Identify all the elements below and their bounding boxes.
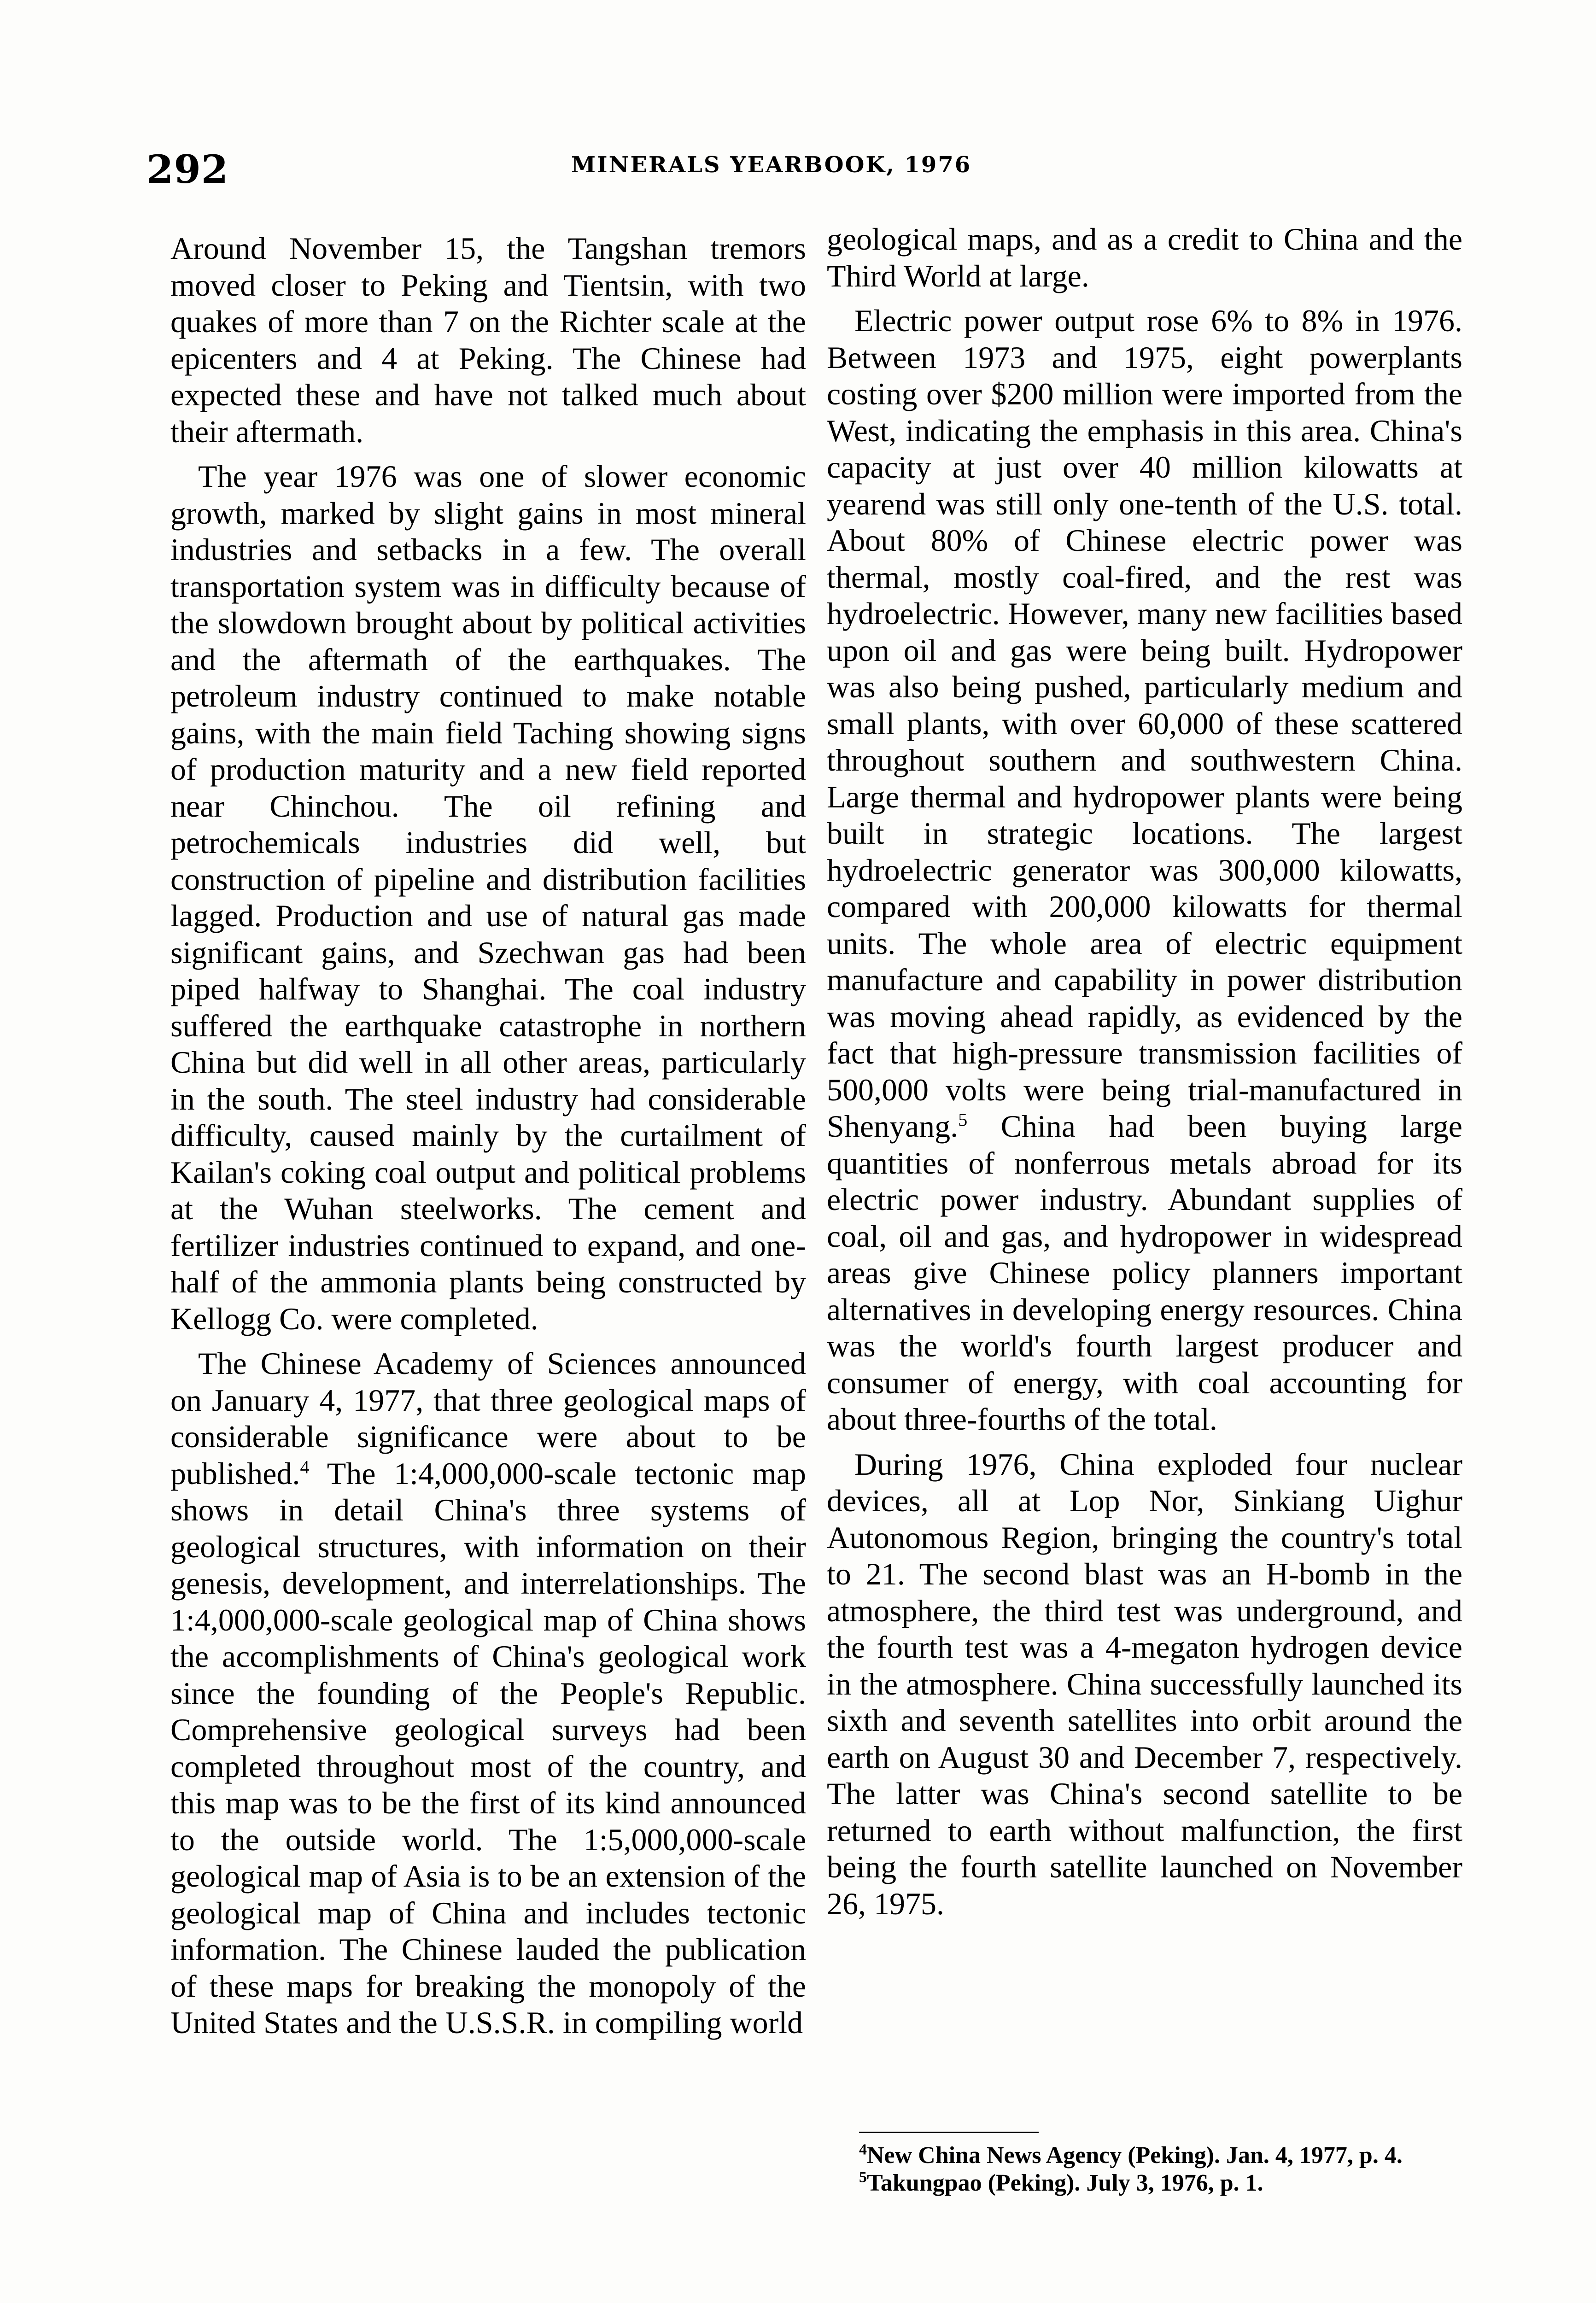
footnotes <box>859 2142 1462 2197</box>
right-paragraph-3: During 1976, China exploded four nuclear devices, all at Lop Nor, Sinkiang Uighur Autonomous Region, bringing the country's total to 21. The second blast was an H-bomb in the atmosphere, the third test was underground, and the fourth test was a 4-megaton hydrogen device in the atmosphere. China successfully launched its sixth and seventh satellites into orbit around the earth on August 30 and December 7, respectively. The latter was China's second satellite to be returned to earth without malfunction, the first being the fourth satellite launched on November 26, 1975. <box>827 1446 1462 1921</box>
footnote-4-text: New China News Agency (Peking). Jan. 4, 1977, p. 4. <box>867 2142 1403 2169</box>
left-paragraph-1: Around November 15, the Tangshan tremors moved closer to Peking and Tientsin, with two quakes of more than 7 on the Richter scale at the epicenters and 4 at Peking. The Chinese had expected these and have not talked much about their aftermath. <box>170 231 806 449</box>
right-column <box>827 221 1462 1922</box>
footnote-divider <box>859 2132 1039 2133</box>
left-paragraph-3-text-a: The Chinese Academy of Sciences announced on January 4, 1977, that three geological maps of considerable significance were about to be published. <box>170 1346 806 1491</box>
footnote-5 <box>859 2169 1462 2197</box>
page-number: 292 <box>146 146 229 192</box>
right-paragraph-2-text-a: Electric power output rose 6% to 8% in 1976. Between 1973 and 1975, eight powerplants costing over $200 million were imported from the West, indicating the emphasis in this area. China's capacity at just over 40 million kilowatts at yearend was still only one-tenth of the U.S. total. About 80% of Chinese electric power was thermal, mostly coal-fired, and the rest was hydroelectric. However, many new facilities based upon oil and gas were being built. Hydropower was also being pushed, particularly medium and small plants, with over 60,000 of these scattered throughout southern and southwestern China. Large thermal and hydropower plants were being built in strategic locations. The largest hydroelectric generator was 300,000 kilowatts, compared with 200,000 kilowatts for thermal units. The whole area of electric equipment manufacture and capability in power distribution was moving ahead rapidly, as evidenced by the fact that high-pressure transmission facilities of 500,000 volts were being trial-manufactured in Shenyang. <box>827 303 1462 1144</box>
footnote-5-mark: 5 <box>859 2169 867 2186</box>
footnote-ref-4: 4 <box>300 1456 310 1477</box>
left-column <box>170 230 806 2041</box>
footnote-ref-5: 5 <box>958 1109 968 1130</box>
left-paragraph-3-text-b: The 1:4,000,000-scale tectonic map shows in detail China's three systems of geological structures, with information on their genesis, development, and interrelationships. The 1:4,000,000-scale geological map of China shows the accomplishments of China's geological work since the founding of the People's Republic. Comprehensive geological surveys had been completed throughout most of the country, and this map was to be the first of its kind announced to the outside world. The 1:5,000,000-scale geological map of Asia is to be an extension of the geological map of China and includes tectonic information. The Chinese lauded the publication of these maps for breaking the monopoly of the United States and the U.S.S.R. in compiling world <box>170 1455 806 2040</box>
footnote-5-text: Takungpao (Peking). July 3, 1976, p. 1. <box>867 2170 1263 2196</box>
left-paragraph-2: The year 1976 was one of slower economic growth, marked by slight gains in most mineral industries and setbacks in a few. The overall transportation system was in difficulty because of the slowdown brought about by political activities and the aftermath of the earthquakes. The petroleum industry continued to make notable gains, with the main field Taching showing signs of production maturity and a new field reported near Chinchou. The oil refining and petrochemicals industries did well, but construction of pipeline and distribution facilities lagged. Production and use of natural gas made significant gains, and Szechwan gas had been piped halfway to Shanghai. The coal industry suffered the earthquake catastrophe in northern China but did well in all other areas, particularly in the south. The steel industry had considerable difficulty, caused mainly by the curtailment of Kailan's coking coal output and political problems at the Wuhan steelworks. The cement and fertilizer industries continued to expand, and one-half of the ammonia plants being constructed by Kellogg Co. were completed. <box>170 459 806 1336</box>
left-paragraph-3 <box>170 1345 806 2041</box>
right-paragraph-2 <box>827 303 1462 1438</box>
right-paragraph-1: geological maps, and as a credit to China and the Third World at large. <box>827 222 1462 293</box>
footnote-4 <box>859 2142 1462 2169</box>
footnote-4-mark: 4 <box>859 2141 867 2158</box>
running-head: MINERALS YEARBOOK, 1976 <box>571 152 972 178</box>
right-paragraph-2-text-b: China had been buying large quantities of nonferrous metals abroad for its electric power industry. Abundant supplies of coal, oil and gas, and hydropower in widespread areas give Chinese policy planners important alternatives in developing energy resources. China was the world's fourth largest producer and consumer of energy, with coal accounting for about three-fourths of the total. <box>827 1109 1462 1437</box>
